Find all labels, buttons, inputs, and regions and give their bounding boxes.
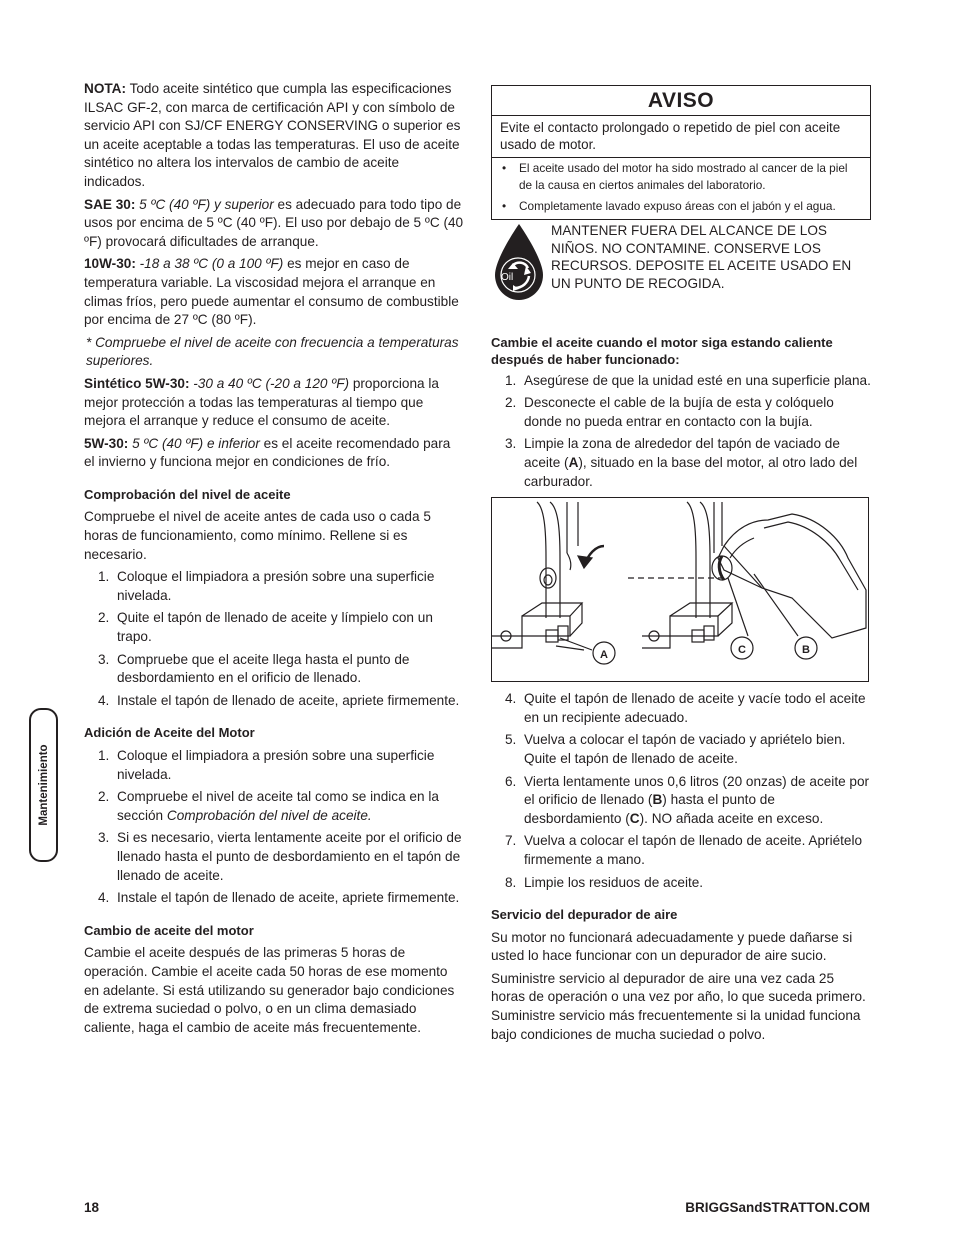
callout-c: C	[738, 644, 746, 657]
change-text: Cambie el aceite después de las primeras 5 horas de operación. Cambie el aceite cada 50 horas de ese momento en adelante. Si está utilizando su generador bajo condiciones de extrema suciedad o polvo, o en un clima demasiado caliente, haga el cambio de aceite más frecuentemente.	[84, 945, 455, 1035]
w10-range: -18 a 38 ºC (0 a 100 ºF)	[139, 256, 284, 272]
step-number: 1.	[505, 372, 517, 388]
list-item	[491, 435, 871, 491]
step-text: Asegúrese de que la unidad esté en una superficie plana.	[524, 372, 871, 388]
w5-paragraph	[84, 435, 464, 472]
nota-paragraph	[84, 80, 464, 192]
syn-range: -30 a 40 ºC (-20 a 120 ºF)	[193, 375, 350, 391]
step-text: Compruebe que el aceite llega hasta el punto de desbordamiento en el orificio de llenado.	[117, 651, 410, 686]
w10-paragraph	[84, 255, 464, 329]
step-text: ). NO añada aceite en exceso.	[639, 810, 824, 826]
step-text: Limpie la zona de alrededor del tapón de vaciado de aceite (	[524, 436, 840, 470]
air-cleaner-text-1: Su motor no funcionará adecuadamente y puede dañarse si usted lo hace funcionar con un depurador de aire sucio.	[491, 929, 853, 964]
key-letter: C	[629, 810, 640, 826]
list-item	[84, 747, 464, 784]
list-item	[500, 160, 862, 194]
step-number: 8.	[505, 874, 517, 890]
step-text: Compruebe el nivel de aceite tal como se indica en la sección	[117, 789, 439, 823]
oil-warning-text: MANTENER FUERA DEL ALCANCE DE LOS NIÑOS. NO CONTAMINE. CONSERVE LOS RECURSOS. DEPOSITE EL ACEITE USADO EN UN PUNTO DE RECOGIDA.	[551, 223, 852, 291]
check-heading: Comprobación del nivel de aceite	[84, 486, 291, 502]
step-text: Quite el tapón de llenado de aceite y límpielo con un trapo.	[117, 610, 433, 645]
notice-body: Evite el contacto prolongado o repetido de piel con aceite usado de motor.	[492, 116, 870, 158]
footer-website: BRIGGSandSTRATTON.COM	[685, 1200, 870, 1215]
list-item	[491, 690, 871, 727]
list-item	[84, 889, 464, 908]
step-text: Instale el tapón de llenado de aceite, apriete firmemente.	[117, 692, 460, 708]
step-number: 2.	[505, 395, 517, 411]
step-number: 1.	[98, 569, 110, 585]
list-item	[491, 372, 871, 391]
step-number: 7.	[505, 833, 517, 849]
step-text: Instale el tapón de llenado de aceite, apriete firmemente.	[117, 890, 460, 906]
step-number: 4.	[98, 692, 110, 708]
check-intro: Compruebe el nivel de aceite antes de cada uso o cada 5 horas de funcionamiento, como mínimo. Rellene si es necesario.	[84, 509, 431, 562]
step-text: Desconecte el cable de la bujía de esta y colóquelo donde no pueda entrar en contacto con la bujía.	[524, 395, 834, 429]
list-item	[491, 773, 871, 829]
notice-bullets	[492, 158, 870, 219]
list-item	[500, 198, 862, 215]
oil-icon-label: Oil	[501, 272, 514, 283]
step-number: 3.	[98, 651, 110, 667]
w5-text: es el aceite recomendado para el invierno y funciona mejor en condiciones de frío.	[84, 435, 451, 470]
oil-change-steps-1	[491, 372, 871, 492]
list-item	[84, 692, 464, 711]
page-number: 18	[84, 1200, 100, 1215]
notice-box	[491, 85, 871, 220]
right-column	[491, 80, 871, 1048]
key-letter: B	[652, 792, 663, 808]
step-text: Vierta lentamente unos 0,6 litros (20 onzas) de aceite por el orificio de llenado (	[524, 773, 870, 808]
add-steps	[84, 747, 464, 908]
syn-label: Sintético 5W-30:	[84, 375, 190, 391]
notice-title: AVISO	[492, 86, 870, 116]
step-number: 4.	[505, 691, 517, 707]
oil-change-steps-2	[491, 690, 871, 892]
step-number: 3.	[98, 830, 110, 846]
step-number: 2.	[98, 789, 110, 805]
oil-recycle-notice	[491, 222, 871, 308]
oil-drain-illustration	[491, 497, 869, 682]
key-letter: A	[568, 454, 579, 470]
w10-text: es mejor en caso de temperatura variable. La viscosidad mejora el arranque en climas fríos, pero puede aumentar el consumo de combustible por encima de 27 ºC (80 ºF).	[84, 256, 459, 328]
list-item	[84, 651, 464, 688]
list-item	[491, 731, 871, 768]
w10-label: 10W-30:	[84, 256, 136, 272]
list-item	[491, 874, 871, 893]
add-heading: Adición de Aceite del Motor	[84, 725, 255, 741]
engine-diagram	[492, 498, 868, 681]
nota-label: NOTA:	[84, 81, 127, 96]
list-item	[491, 394, 871, 431]
list-item	[84, 609, 464, 646]
hot-oil-heading: Cambie el aceite cuando el motor siga estando caliente después de haber funcionado:	[491, 334, 833, 367]
step-number: 2.	[98, 610, 110, 626]
syn-paragraph	[84, 375, 464, 431]
section-tab	[29, 708, 58, 862]
step-number: 1.	[98, 748, 110, 763]
step-number: 3.	[505, 436, 517, 452]
w10-note: * Compruebe el nivel de aceite con frecuencia a temperaturas superiores.	[86, 334, 459, 369]
step-text: Si es necesario, vierta lentamente aceite por el orificio de llenado hasta el punto de desbordamiento en el tapón de llenado de aceite.	[117, 830, 462, 883]
w5-label: 5W-30:	[84, 435, 129, 451]
nota-text: Todo aceite sintético que cumpla las especificaciones ILSAC GF-2, con marca de certificación API y con símbolo de servicio API con SJ/CF ENERGY CONSERVING o superior es un aceite aceptable a todas las temperaturas. El uso de aceite sintético no altera los intervalos de cambio de aceite indicados.	[84, 81, 461, 189]
step-text: Vuelva a colocar el tapón de vaciado y apriételo bien. Quite el tapón de llenado de aceite.	[524, 732, 846, 766]
sae30-paragraph	[84, 196, 464, 252]
bullet-text: El aceite usado del motor ha sido mostrado al cancer de la piel de la causa en ciertos animales del laboratorio.	[519, 161, 848, 192]
callout-b: B	[802, 644, 810, 657]
section-reference: Comprobación del nivel de aceite.	[166, 807, 372, 823]
callout-a: A	[600, 649, 608, 662]
sae30-text: es adecuado para todo tipo de usos por encima de 5 ºC (40 ºF). El uso por debajo de 5 ºC (40 ºF) provocará dificultades de arranque.	[84, 196, 464, 249]
step-text: Limpie los residuos de aceite.	[524, 874, 704, 890]
left-column	[84, 80, 464, 1041]
bullet-icon: •	[502, 199, 507, 213]
change-heading: Cambio de aceite del motor	[84, 922, 254, 938]
step-number: 6.	[505, 773, 517, 789]
bullet-text: Completamente lavado expuso áreas con el jabón y el agua.	[519, 199, 836, 213]
step-number: 4.	[98, 890, 110, 906]
step-text: ), situado en la base del motor, al otro lado del carburador.	[524, 454, 858, 489]
list-item	[84, 568, 464, 605]
step-text: Quite el tapón de llenado de aceite y vacíe todo el aceite en un recipiente adecuado.	[524, 691, 866, 725]
syn-text: proporciona la mejor protección a todas las temperaturas al tiempo que mejora el arranque y reduce el consumo de aceite.	[84, 375, 439, 429]
air-cleaner-text-2: Suministre servicio al depurador de aire una vez cada 25 horas de operación o una vez por año, lo que suceda primero. Suministre servicio más frecuentemente si la unidad funciona bajo condiciones de mucha suciedad o polvo.	[491, 970, 866, 1042]
check-steps	[84, 568, 464, 710]
list-item	[84, 788, 464, 825]
step-text: Coloque el limpiadora a presión sobre una superficie nivelada.	[117, 569, 435, 603]
step-number: 5.	[505, 732, 517, 748]
section-tab-label: Mantenimiento	[37, 744, 50, 826]
step-text: Vuelva a colocar el tapón de llenado de aceite. Apriételo firmemente a mano.	[524, 833, 863, 867]
oil-drop-recycle-icon	[491, 222, 551, 308]
w5-range: 5 ºC (40 ºF) e inferior	[132, 435, 260, 451]
bullet-icon: •	[502, 161, 507, 175]
air-cleaner-heading: Servicio del depurador de aire	[491, 907, 678, 923]
step-text: Coloque el limpiadora a presión sobre una superficie nivelada.	[117, 748, 435, 782]
step-text: ) hasta el punto de desbordamiento (	[524, 792, 775, 826]
sae30-label: SAE 30:	[84, 196, 136, 212]
sae30-range: 5 ºC (40 ºF) y superior	[139, 196, 274, 212]
list-item	[491, 832, 871, 869]
list-item	[84, 829, 464, 885]
